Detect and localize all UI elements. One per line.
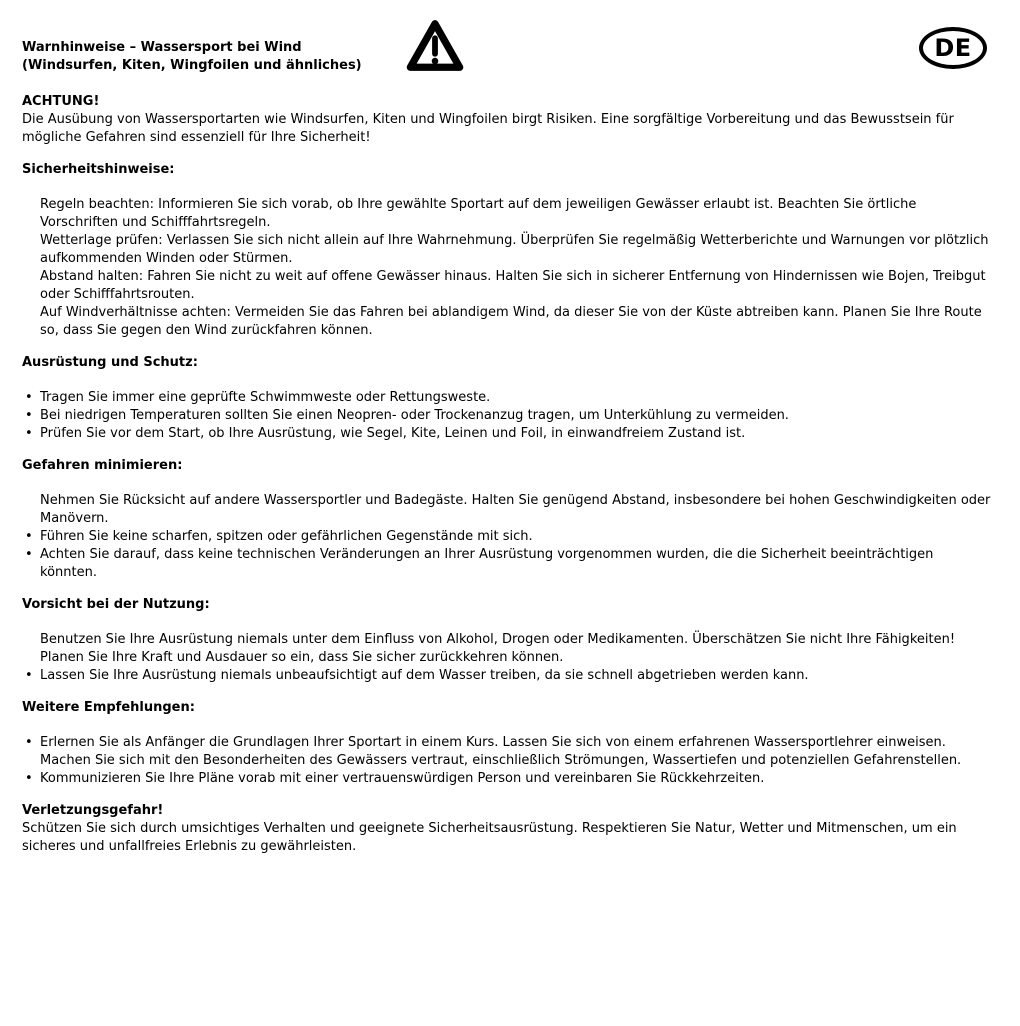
section-gefahren-minimieren [22,457,994,582]
section-heading: Verletzungsgefahr! [22,803,164,818]
section-weitere-empfehlungen [22,699,994,788]
section-heading: Vorsicht bei der Nutzung: [22,597,210,612]
section-heading: Gefahren minimieren: [22,458,183,473]
bullet-list-item: • Lassen Sie Ihre Ausrüstung niemals unbeaufsichtigt auf dem Wasser treiben, da sie schnell abgetrieben werden kann. [40,667,994,685]
document-header [0,0,1020,93]
page-title [22,39,362,75]
section-item-list [22,389,994,443]
bullet-list-item: • Achten Sie darauf, dass keine technischen Veränderungen an Ihrer Ausrüstung vorgenommen wurden, die die Sicherheit beeinträchtigen könnten. [40,546,994,582]
page-title-line1: Warnhinweise – Wassersport bei Wind [22,40,302,55]
paragraph: Die Ausübung von Wassersportarten wie Windsurfen, Kiten und Wingfoilen birgt Risiken. Eine sorgfältige Vorbereitung und das Bewusstsein für mögliche Gefahren sind essenziell für Ihre Sicherheit! [22,112,954,145]
list-item: Nehmen Sie Rücksicht auf andere Wassersportler und Badegäste. Halten Sie genügend Abstand, insbesondere bei hohen Geschwindigkeiten oder Manövern. [40,493,991,526]
bullet-list-item: • Tragen Sie immer eine geprüfte Schwimmweste oder Rettungsweste. [40,389,994,407]
list-item: Regeln beachten: Informieren Sie sich vorab, ob Ihre gewählte Sportart auf dem jeweiligen Gewässer erlaubt ist. Beachten Sie örtliche Vorschriften und Schifffahrtsregeln. [40,197,917,230]
bullet-list-item: • Erlernen Sie als Anfänger die Grundlagen Ihrer Sportart in einem Kurs. Lassen Sie sich von einem erfahrenen Wassersportlehrer einweisen. [40,734,994,752]
section-item-list [22,196,994,340]
section-vorsicht-bei-der-nutzung [22,596,994,685]
bullet-list-item: • Kommunizieren Sie Ihre Pläne vorab mit einer vertrauenswürdigen Person und vereinbaren Sie Rückkehrzeiten. [40,770,994,788]
section-achtung [22,93,994,147]
section-heading: Sicherheitshinweise: [22,162,175,177]
list-item: Benutzen Sie Ihre Ausrüstung niemals unter dem Einfluss von Alkohol, Drogen oder Medikamenten. Überschätzen Sie nicht Ihre Fähigkeiten! Planen Sie Ihre Kraft und Ausdauer so ein, dass Sie sicher zurückkehren können. [40,632,956,665]
section-heading: ACHTUNG! [22,94,100,109]
section-heading: Ausrüstung und Schutz: [22,355,198,370]
section-item-list [22,734,994,788]
page-title-line2: (Windsurfen, Kiten, Wingfoilen und ähnliches) [22,58,362,73]
bullet-list-item: • Prüfen Sie vor dem Start, ob Ihre Ausrüstung, wie Segel, Kite, Leinen und Foil, in einwandfreiem Zustand ist. [40,425,994,443]
paragraph: Schützen Sie sich durch umsichtiges Verhalten und geeignete Sicherheitsausrüstung. Respektieren Sie Natur, Wetter und Mitmenschen, um ein sicheres und unfallfreies Erlebnis zu gewährleisten. [22,821,957,854]
language-badge: DE [919,27,987,69]
list-item: Machen Sie sich mit den Besonderheiten des Gewässers vertraut, einschließlich Strömungen, Wassertiefen und potenziellen Gefahrenstellen. [40,753,962,768]
section-sicherheitshinweise [22,161,994,340]
section-heading: Weitere Empfehlungen: [22,700,195,715]
list-item: Auf Windverhältnisse achten: Vermeiden Sie das Fahren bei ablandigem Wind, da dieser Sie von der Küste abtreiben kann. Planen Sie Ihre Route so, dass Sie gegen den Wind zurückfahren können. [40,305,982,338]
section-verletzungsgefahr [22,802,994,856]
document-body [0,93,1020,856]
section-item-list [22,492,994,582]
list-item: Wetterlage prüfen: Verlassen Sie sich nicht allein auf Ihre Wahrnehmung. Überprüfen Sie regelmäßig Wetterberichte und Warnungen vor plötzlich aufkommenden Winden oder Stürmen. [40,233,989,266]
bullet-list-item: • Bei niedrigen Temperaturen sollten Sie einen Neopren- oder Trockenanzug tragen, um Unterkühlung zu vermeiden. [40,407,994,425]
section-ausr-stung-und-schutz [22,354,994,443]
list-item: Abstand halten: Fahren Sie nicht zu weit auf offene Gewässer hinaus. Halten Sie sich in sicherer Entfernung von Hindernissen wie Bojen, Treibgut oder Schifffahrtsrouten. [40,269,986,302]
section-item-list [22,631,994,685]
warning-triangle-icon [406,18,464,82]
bullet-list-item: • Führen Sie keine scharfen, spitzen oder gefährlichen Gegenstände mit sich. [40,528,994,546]
